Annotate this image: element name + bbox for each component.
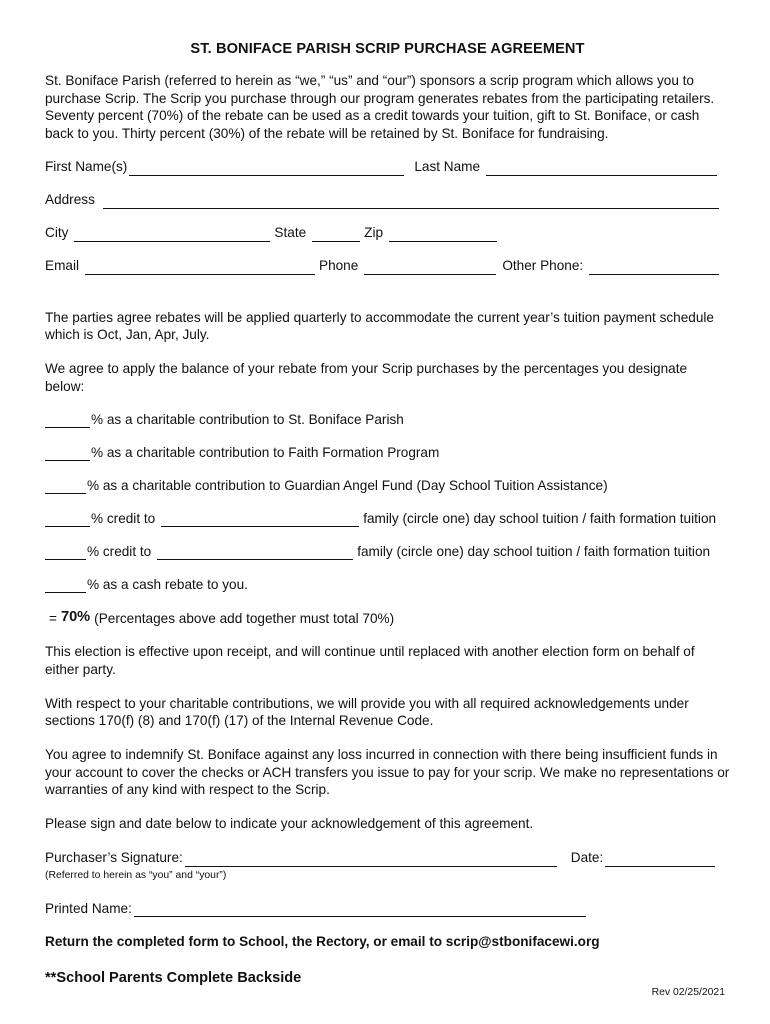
zip-field[interactable] (389, 227, 497, 242)
zip-label: Zip (364, 224, 384, 240)
first-name-field[interactable] (129, 161, 404, 176)
credit1-prefix: % credit to (91, 510, 156, 526)
option-credit-1 (45, 510, 730, 527)
city-label: City (45, 224, 69, 240)
signature-field[interactable] (185, 852, 557, 867)
total-row (45, 609, 730, 627)
signature-note: (Referred to herein as “you” and “your”) (45, 869, 227, 881)
guardian-percent-field[interactable] (45, 479, 86, 494)
other-phone-field[interactable] (589, 260, 719, 275)
option-guardian-label: % as a charitable contribution to Guardian Angel Fund (Day School Tuition Assistance) (87, 477, 608, 493)
date-label: Date: (570, 850, 604, 866)
first-name-label: First Name(s) (45, 158, 128, 174)
option-cash (45, 576, 730, 593)
credit2-prefix: % credit to (87, 543, 152, 559)
option-guardian (45, 477, 730, 494)
credit2-percent-field[interactable] (45, 545, 86, 560)
printed-name-field[interactable] (134, 902, 586, 917)
total-note: (Percentages above add together must total 70%) (94, 610, 395, 626)
signature-row (45, 850, 730, 867)
agreement-form (45, 40, 730, 988)
quarterly-paragraph: The parties agree rebates will be applied quarterly to accommodate the current year’s tuition payment schedule which is Oct, Jan, Apr, July. (45, 309, 714, 343)
address-label: Address (45, 191, 95, 207)
credit2-suffix: family (circle one) day school tuition / faith formation tuition (357, 543, 711, 559)
page-title: ST. BONIFACE PARISH SCRIP PURCHASE AGREEMENT (190, 41, 585, 57)
credit1-family-field[interactable] (161, 512, 359, 527)
last-name-label: Last Name (414, 158, 481, 174)
name-row (45, 159, 730, 176)
option-faith-label: % as a charitable contribution to Faith Formation Program (91, 444, 440, 460)
email-field[interactable] (85, 260, 315, 275)
city-field[interactable] (74, 227, 270, 242)
option-credit-2 (45, 543, 730, 560)
signature-label: Purchaser’s Signature: (45, 850, 183, 866)
credit1-percent-field[interactable] (45, 512, 90, 527)
revision-date: Rev 02/25/2021 (651, 987, 725, 998)
total-value: 70% (60, 609, 91, 626)
credit1-suffix: family (circle one) day school tuition / faith formation tuition (363, 510, 717, 526)
parish-percent-field[interactable] (45, 413, 90, 428)
date-field[interactable] (605, 852, 715, 867)
state-field[interactable] (312, 227, 360, 242)
phone-field[interactable] (364, 260, 496, 275)
last-name-field[interactable] (486, 161, 717, 176)
contact-row (45, 258, 730, 275)
phone-label: Phone (319, 257, 359, 273)
intro-paragraph: St. Boniface Parish (referred to herein as “we,” “us” and “our”) sponsors a scrip program which allows you to purchase Scrip. The Scrip you purchase through our program generates rebates from the participating retailers. Seventy percent (70%) of the rebate can be used as a credit towards your tuition, gift to St. Boniface, or cash back to you. Thirty percent (30%) of the rebate will be retained by St. Boniface for fundraising. (45, 72, 715, 141)
other-phone-label: Other Phone: (502, 257, 584, 273)
cash-percent-field[interactable] (45, 578, 86, 593)
printed-name-label: Printed Name: (45, 900, 132, 916)
email-label: Email (45, 257, 79, 273)
faith-percent-field[interactable] (45, 446, 90, 461)
charitable-paragraph: With respect to your charitable contributions, we will provide you with all required acknowledgements under sections 170(f) (8) and 170(f) (17) of the Internal Revenue Code. (45, 695, 689, 729)
total-equals: = (49, 610, 57, 626)
address-row (45, 192, 730, 209)
credit2-family-field[interactable] (157, 545, 353, 560)
return-instructions: Return the completed form to School, the Rectory, or email to scrip@stbonifacewi.org (45, 934, 600, 950)
option-parish (45, 411, 730, 428)
backside-note: **School Parents Complete Backside (45, 969, 302, 986)
printed-name-row (45, 900, 730, 917)
state-label: State (274, 224, 307, 240)
option-parish-label: % as a charitable contribution to St. Boniface Parish (91, 411, 404, 427)
option-faith (45, 444, 730, 461)
indemnify-paragraph: You agree to indemnify St. Boniface against any loss incurred in connection with there being insufficient funds in your account to cover the checks or ACH transfers you issue to pay for your scrip. We make no representations or warranties of any kind with respect to the Scrip. (45, 747, 730, 798)
address-field[interactable] (103, 194, 719, 209)
apply-paragraph: We agree to apply the balance of your rebate from your Scrip purchases by the percentages you designate below: (45, 361, 688, 394)
option-cash-label: % as a cash rebate to you. (87, 576, 248, 592)
city-row (45, 225, 730, 242)
please-sign-paragraph: Please sign and date below to indicate your acknowledgement of this agreement. (45, 816, 534, 832)
election-paragraph: This election is effective upon receipt, and will continue until replaced with another election form on behalf of either party. (45, 644, 695, 678)
